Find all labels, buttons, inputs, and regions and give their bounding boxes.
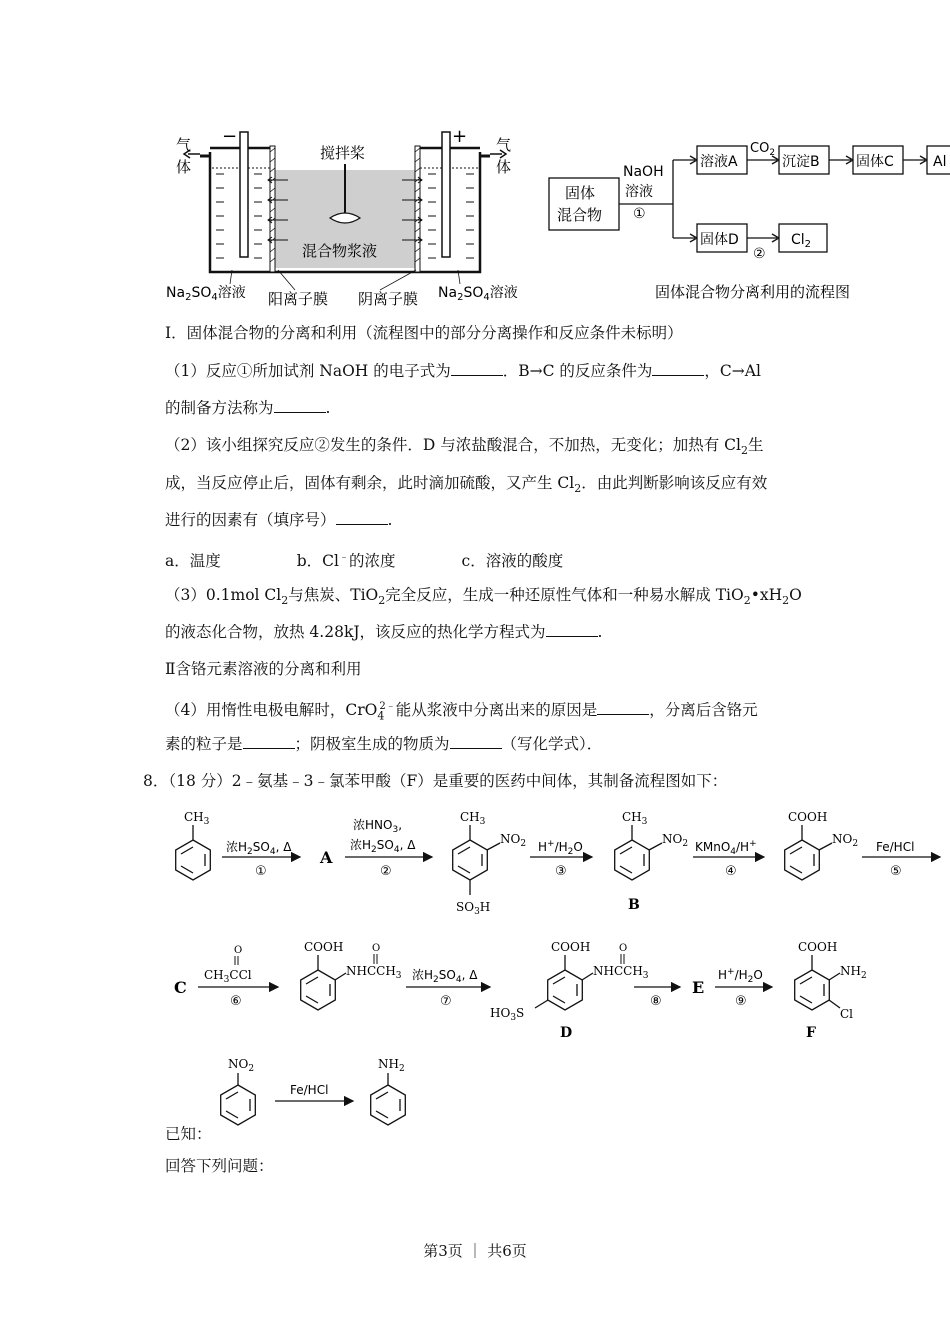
acetamidobenzoic-acid-structure xyxy=(301,940,402,1010)
answer-blank[interactable] xyxy=(274,398,326,413)
option-c: c．溶液的酸度 xyxy=(461,552,564,571)
step-3-number: ③ xyxy=(555,864,567,879)
arrow-to-al xyxy=(903,156,927,164)
svg-text:NHCCH3: $NHCCH_3$ xyxy=(346,964,402,981)
compound-c-label: C xyxy=(174,978,187,997)
naoh-label: NaOH 溶液 xyxy=(623,164,664,200)
step-4-number: ④ xyxy=(725,864,737,879)
step-2-number: ② xyxy=(380,864,392,879)
left-electrolyte xyxy=(216,174,262,258)
step-5-number: ⑤ xyxy=(890,864,902,879)
svg-text:NH2: $NH_2$ xyxy=(378,1057,405,1074)
question-3-line-1: （3）0.1mol $Cl_2$与焦炭、TiO$_2$完全反应，生成一种还原性气体和一种易水解成 $TiO_2•xH_2O$ xyxy=(165,586,802,608)
step-6-carbonyl-o: O xyxy=(234,945,243,956)
precip-b-label: 沉淀B xyxy=(782,154,820,170)
compound-b-label: B xyxy=(628,897,640,913)
answer-blank[interactable] xyxy=(597,700,649,715)
arrow-to-solid-c xyxy=(829,156,853,164)
section-1-heading: Ⅰ．固体混合物的分离和利用（流程图中的部分分离操作和反应条件未标明） xyxy=(165,324,683,342)
separation-flowchart xyxy=(545,132,950,307)
step-1-number: ① xyxy=(255,864,267,879)
stirrer-label: 搅拌桨 xyxy=(320,144,366,162)
toluene-structure xyxy=(176,810,211,880)
ch3-label: $CH_3$ xyxy=(184,810,210,827)
known-label: 已知： xyxy=(165,1125,212,1143)
step-7-reagent: 浓$H_2SO_4$, Δ xyxy=(412,968,478,985)
answer-blank[interactable] xyxy=(450,734,502,749)
svg-text:Cl: Cl xyxy=(840,1007,854,1021)
arrow-to-cl2 xyxy=(747,234,779,242)
right-electrolyte xyxy=(428,174,474,258)
svg-text:NH2: $NH_2$ xyxy=(840,964,867,981)
question-1-line-1: （1）反应①所加试剂 NaOH 的电子式为 ．B→C 的反应条件为 ，C→Al xyxy=(165,362,761,380)
svg-text:CH3: $CH_3$ xyxy=(622,810,648,827)
answer-blank[interactable] xyxy=(652,361,704,376)
step2-label: ② xyxy=(753,246,766,262)
section-2-heading: Ⅱ含铬元素溶液的分离和利用 xyxy=(165,660,362,678)
step-4-reagent: KMnO$_4$/H+ xyxy=(695,839,757,857)
svg-text:NO2: $NO_2$ xyxy=(832,832,859,849)
na2so4-left-label: $Na_2SO_4$溶液 xyxy=(166,285,246,303)
question-3-line-2: 的液态化合物，放热 4.28kJ，该反应的热化学方程式为 . xyxy=(165,623,603,641)
solution-a-label: 溶液A xyxy=(700,154,738,170)
svg-text:O: O xyxy=(372,943,381,954)
step-6-reagent: $CH_3CCl$ xyxy=(204,968,252,985)
compound-d-structure xyxy=(490,940,649,1023)
step-7-number: ⑦ xyxy=(440,994,452,1009)
anion-membrane-label: 阴离子膜 xyxy=(358,290,419,308)
cation-membrane-label: 阳离子膜 xyxy=(268,290,329,308)
nitrobenzene-structure xyxy=(221,1057,256,1125)
step-2-reagent-1: 浓$HNO_3$, xyxy=(353,818,403,835)
solid-mixture-label: 固体混合物 xyxy=(557,184,603,224)
nitrotoluenesulfonic-acid-structure xyxy=(453,810,526,917)
question-8-heading: 8．（18 分）2﹣氨基﹣3﹣氯苯甲酸（F）是重要的医药中间体，其制备流程图如下： xyxy=(143,772,728,790)
solid-c-label: 固体C xyxy=(856,154,894,170)
compound-e-label: E xyxy=(692,978,705,997)
step1-label: ① xyxy=(633,206,646,222)
answer-prompt: 回答下列问题： xyxy=(165,1157,274,1175)
question-2-line-1: （2）该小组探究反应②发生的条件．D 与浓盐酸混合，不加热，无变化；加热有 $Cl_2$生 xyxy=(165,436,764,458)
option-a: a．温度 xyxy=(165,552,221,571)
arrow-to-solid-d xyxy=(673,234,697,242)
compound-f-label: F xyxy=(806,1025,816,1041)
step-5-reagent: Fe/HCl xyxy=(876,840,915,854)
svg-text:CH3: $CH_3$ xyxy=(460,810,486,827)
compound-f-structure xyxy=(795,940,867,1021)
svg-text:NO2: $NO_2$ xyxy=(662,832,689,849)
svg-text:HO3S: $HO_3S$ xyxy=(490,1006,525,1023)
synthesis-scheme xyxy=(160,805,950,1135)
plus-sign: + xyxy=(452,126,468,147)
known-reagent: Fe/HCl xyxy=(290,1083,329,1097)
option-b: b．Cl﹣的浓度 xyxy=(296,552,396,571)
question-4-line-2: 素的粒子是 ；阴极室生成的物质为 （写化学式）． xyxy=(165,735,603,753)
step-1-reagent: 浓$H_2SO_4$, Δ xyxy=(226,840,292,857)
anode-electrode xyxy=(442,132,450,257)
svg-text:O: O xyxy=(619,943,628,954)
answer-blank[interactable] xyxy=(243,734,295,749)
answer-blank[interactable] xyxy=(546,622,598,637)
svg-text:COOH: COOH xyxy=(788,810,828,824)
svg-text:COOH: COOH xyxy=(798,940,838,954)
svg-text:NO2: $NO_2$ xyxy=(228,1057,255,1074)
flowchart-caption: 固体混合物分离利用的流程图 xyxy=(655,283,851,301)
na2so4-right-label: $Na_2SO_4$溶液 xyxy=(438,285,518,303)
nitrobenzoic-acid-structure xyxy=(785,810,858,880)
question-1-line-2: 的制备方法称为 . xyxy=(165,399,331,417)
compound-a-label: A xyxy=(320,848,333,867)
aniline-structure xyxy=(371,1057,406,1125)
step-2-reagent-2: 浓$H_2SO_4$, Δ xyxy=(350,838,416,855)
step-6-number: ⑥ xyxy=(230,994,242,1009)
al-label: Al xyxy=(933,154,947,170)
cl2-label: $Cl_2$ xyxy=(791,232,812,250)
electrolysis-cell-diagram xyxy=(160,122,540,312)
svg-text:COOH: COOH xyxy=(304,940,344,954)
svg-text:SO3H: $SO_3H$ xyxy=(456,900,491,917)
svg-text:NO2: $NO_2$ xyxy=(500,832,527,849)
svg-text:NHCCH3: $NHCCH_3$ xyxy=(593,964,649,981)
compound-d-label: D xyxy=(560,1025,573,1041)
answer-blank[interactable] xyxy=(451,361,503,376)
question-2-options xyxy=(165,548,563,571)
compound-b-structure xyxy=(615,810,688,880)
question-2-line-2: 成，当反应停止后，固体有剩余，此时滴加硫酸，又产生 $Cl_2$．由此判断影响该反应有效 xyxy=(165,474,768,496)
step-8-number: ⑧ xyxy=(650,994,662,1009)
anion-membrane xyxy=(415,146,420,272)
co2-label: $CO_2$ xyxy=(750,141,776,158)
question-4-line-1: （4）用惰性电极电解时，CrO$_4^{2﹣}$能从浆液中分离出来的原因是 ，分离后含铬元 xyxy=(165,701,758,723)
gas-left-label: 气体 xyxy=(176,136,192,176)
cathode-electrode xyxy=(240,132,248,257)
minus-sign: − xyxy=(222,126,238,147)
page-footer: 第3页 ｜ 共6页 xyxy=(423,1242,527,1260)
step-9-reagent: $H^+/H_2O$ xyxy=(718,967,763,985)
answer-blank[interactable] xyxy=(336,510,388,525)
slurry-label: 混合物浆液 xyxy=(302,242,378,260)
question-2-line-3: 进行的因素有（填序号） . xyxy=(165,511,393,529)
cation-membrane xyxy=(270,146,275,272)
step-9-number: ⑨ xyxy=(735,994,747,1009)
solid-d-label: 固体D xyxy=(700,232,739,248)
arrow-to-solution-a xyxy=(673,156,697,164)
svg-text:COOH: COOH xyxy=(551,940,591,954)
step-3-reagent: $H^+/H_2O$ xyxy=(538,839,583,857)
gas-right-label: 气体 xyxy=(496,136,512,176)
